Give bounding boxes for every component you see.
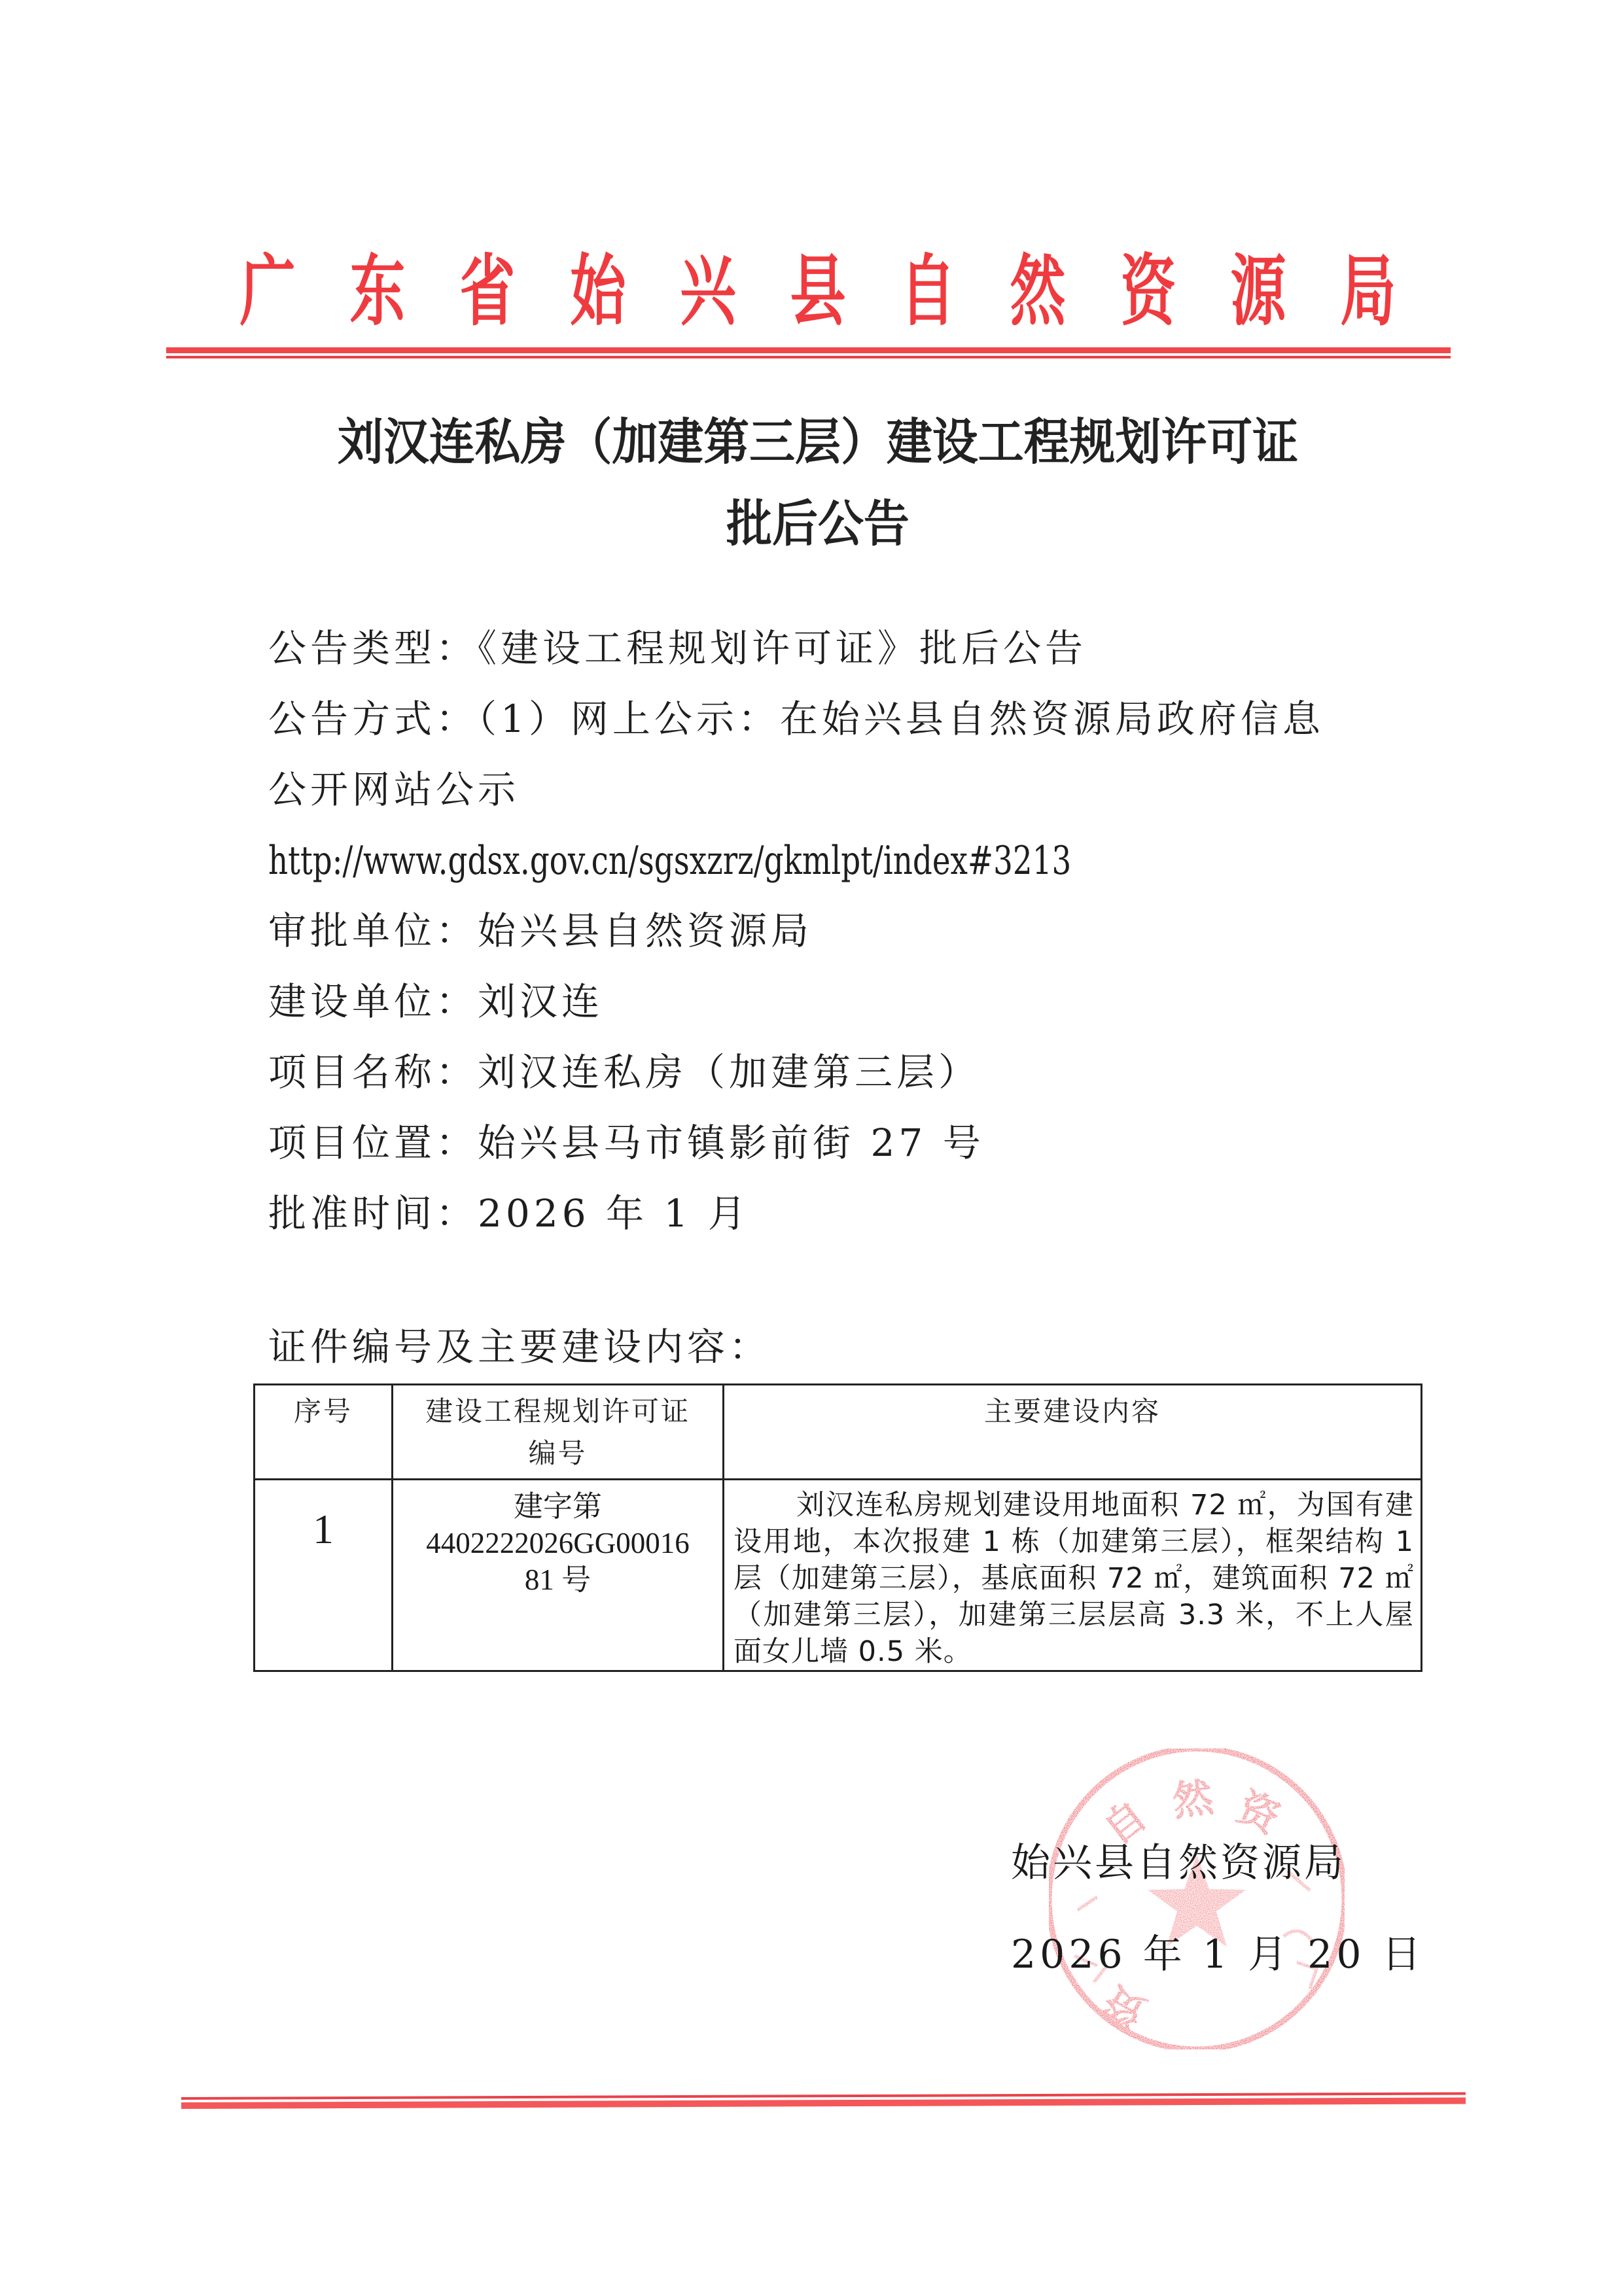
cell-permit-number: 建字第 4402222026GG00016 81 号 (393, 1480, 724, 1671)
url-text[interactable]: http://www.gdsx.gov.cn/sgsxzrz/gkmlpt/index#3213 (268, 838, 1072, 884)
field-label: 审批单位： (268, 909, 478, 953)
field-project-location (268, 1121, 1446, 1165)
section-heading-text: 证件编号及主要建设内容： (268, 1325, 771, 1369)
field-project-name (268, 1050, 1446, 1094)
document-title-line-2: 批后公告 (726, 495, 909, 553)
field-value: （1）网上公示：在始兴县自然资源局政府信息 (478, 697, 1324, 741)
field-value: 始兴县自然资源局 (478, 909, 813, 953)
field-construction-unit (268, 979, 1446, 1024)
letterhead-char: 广 (239, 245, 296, 336)
section-heading-permit-details (268, 1325, 1446, 1369)
column-header-index: 序号 (255, 1385, 393, 1480)
footer-double-rule (181, 2092, 1466, 2109)
field-label: 建设单位： (268, 979, 478, 1024)
field-approval-unit (268, 909, 1446, 953)
column-header-permit-number: 建设工程规划许可证 编号 (393, 1385, 724, 1480)
field-value: 2026 年 1 月 (478, 1191, 750, 1236)
seal-char: 自 (1094, 1791, 1156, 1854)
letterhead-char: 然 (1010, 245, 1066, 336)
table-header-row (255, 1385, 1422, 1480)
field-announcement-type (268, 626, 1446, 670)
field-label: 项目位置： (268, 1121, 478, 1165)
field-label: 公告方式： (268, 697, 478, 741)
field-value: 刘汉连私房（加建第三层） (478, 1050, 981, 1094)
letterhead-char: 资 (1120, 245, 1176, 336)
document-title-line-1: 刘汉连私房（加建第三层）建设工程规划许可证 (337, 413, 1299, 471)
signature-date: 2026 年 1 月 20 日 (1011, 1932, 1425, 1977)
table-row (255, 1480, 1422, 1671)
column-header-main-content: 主要建设内容 (724, 1385, 1422, 1480)
field-approval-date (268, 1191, 1446, 1236)
seal-char: 资 (1230, 1783, 1287, 1843)
field-label: 批准时间： (268, 1191, 478, 1236)
announcement-url-link[interactable] (268, 838, 1187, 884)
letterhead-char: 东 (349, 245, 406, 336)
field-value: 刘汉连 (478, 979, 604, 1024)
letterhead-char: 源 (1230, 245, 1286, 336)
letterhead-char: 县 (790, 245, 846, 336)
letterhead-char: 始 (570, 245, 626, 336)
letterhead-title (196, 242, 1439, 340)
field-value: 《建设工程规划许可证》批后公告 (478, 626, 1087, 670)
letterhead-char: 兴 (680, 245, 736, 336)
field-label: 公告类型： (268, 626, 478, 670)
signature-organization: 始兴县自然资源局 (1011, 1840, 1346, 1886)
permit-table (253, 1383, 1422, 1672)
cell-main-content: 刘汉连私房规划建设用地面积 72 ㎡，为国有建设用地，本次报建 1 栋（加建第三层），框架结构 1 层（加建第三层），基底面积 72 ㎡，建筑面积 72 ㎡（加建第三层），加建第三层层高 3.3 米，不上人屋面女儿墙 0.5 米。 (724, 1480, 1422, 1671)
cell-index: 1 (255, 1480, 393, 1671)
field-announcement-method (268, 697, 1446, 741)
field-value: 始兴县马市镇影前街 27 号 (478, 1121, 985, 1165)
letterhead-char: 自 (900, 245, 956, 336)
letterhead-char: 局 (1340, 245, 1396, 336)
letterhead-double-rule (166, 347, 1451, 358)
field-value: 公开网站公示 (268, 767, 520, 812)
field-label: 项目名称： (268, 1050, 478, 1094)
letterhead-char: 省 (459, 245, 516, 336)
seal-char: 资 (1095, 1975, 1154, 2038)
field-announcement-method-cont (268, 767, 1446, 812)
seal-char: 然 (1169, 1772, 1216, 1826)
official-seal-stamp (1035, 1740, 1356, 2057)
